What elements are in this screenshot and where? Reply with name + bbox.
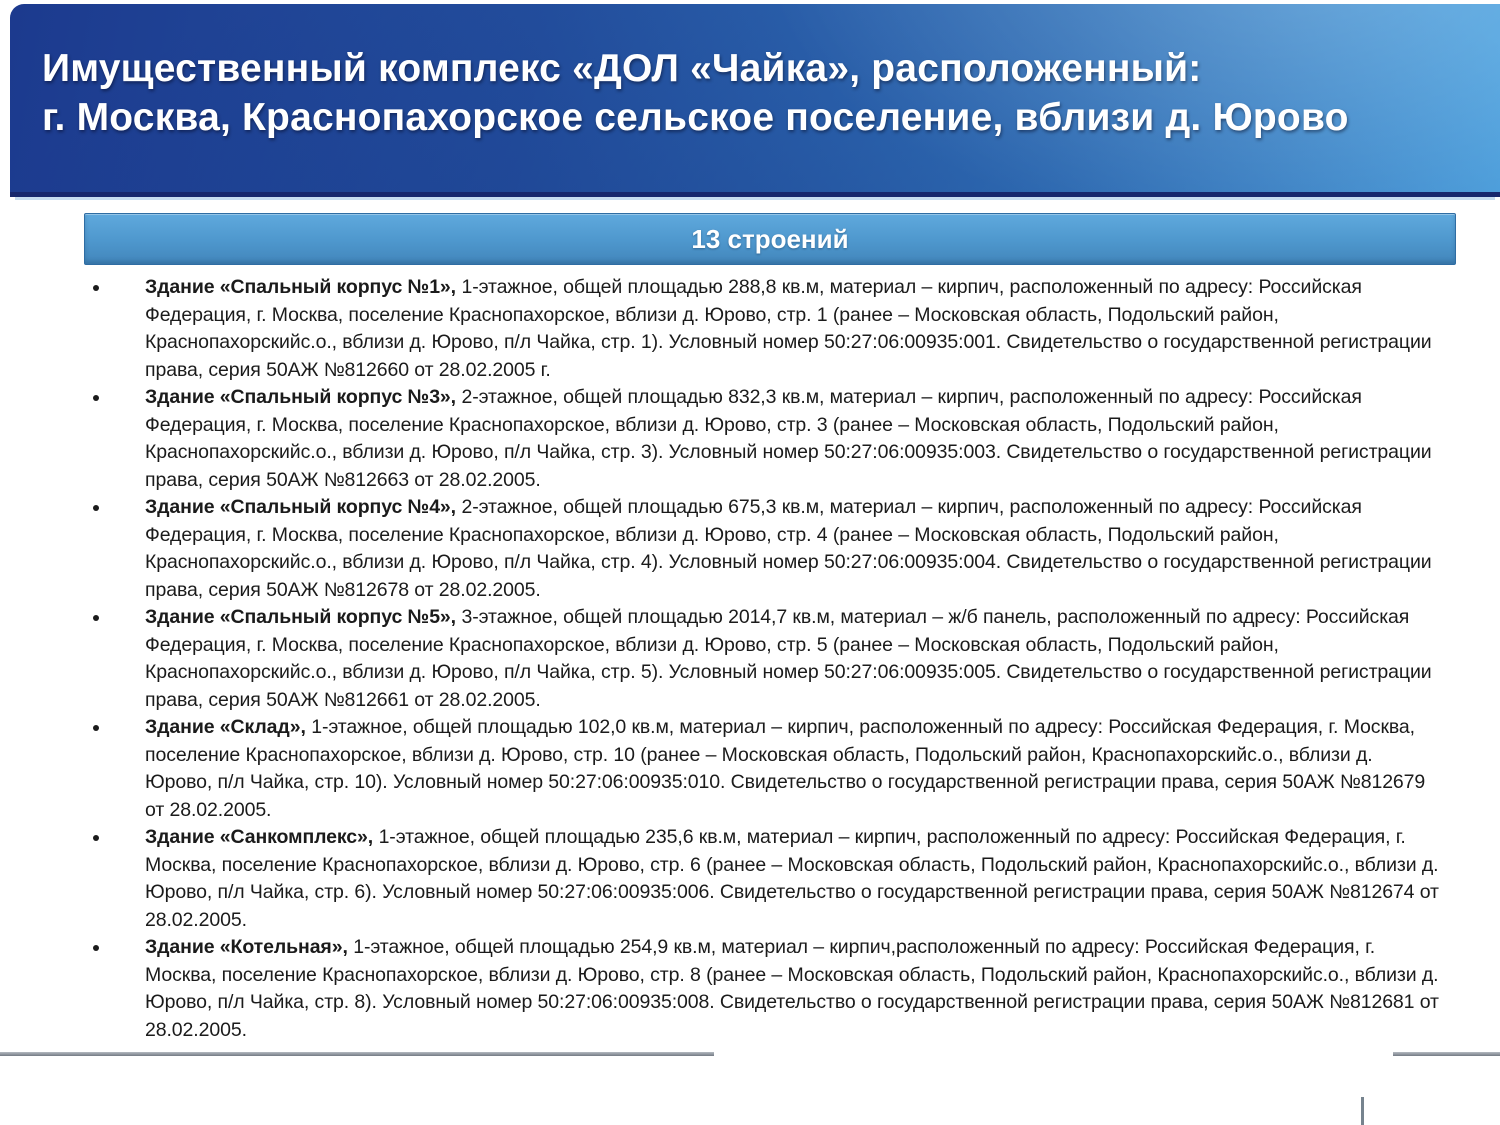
buildings-count-banner <box>84 213 1456 265</box>
page-title-line2: г. Москва, Краснопахорское сельское поселение, вблизи д. Юрово <box>42 96 1349 139</box>
building-details: 1-этажное, общей площадью 102,0 кв.м, материал – кирпич, расположенный по адресу: Российская Федерация, г. Москва, поселение Краснопахорское, вблизи д. Юрово, стр. 10 (ранее – Московская область, Подольский район, Краснопахорскийс.о., вблизи д. Юрово, п/л Чайка, стр. 10). Условный номер 50:27:06:00935:010. Свидетельство о государственной регистрации права, серия 50АЖ №812679 от 28.02.2005. <box>145 716 1426 821</box>
list-item <box>84 274 1444 384</box>
building-name: Здание «Склад», <box>145 716 306 738</box>
footer-divider-left <box>0 1052 714 1056</box>
bullet-icon <box>93 505 99 511</box>
bullet-icon <box>93 615 99 621</box>
bullet-icon <box>93 725 99 731</box>
bullet-icon <box>93 285 99 291</box>
building-details: 2-этажное, общей площадью 675,3 кв.м, материал – кирпич, расположенный по адресу: Российская Федерация, г. Москва, поселение Краснопахорское, вблизи д. Юрово, стр. 4 (ранее – Московская область, Подольский район, Краснопахорскийс.о., вблизи д. Юрово, п/л Чайка, стр. 4). Условный номер 50:27:06:00935:004. Свидетельство о государственной регистрации права, серия 50АЖ №812678 от 28.02.2005. <box>145 496 1432 601</box>
bullet-icon <box>93 945 99 951</box>
list-item <box>84 604 1444 714</box>
building-details: 1-этажное, общей площадью 235,6 кв.м, материал – кирпич, расположенный по адресу: Российская Федерация, г. Москва, поселение Краснопахорское, вблизи д. Юрово, стр. 6 (ранее – Московская область, Подольский район, Краснопахорскийс.о., вблизи д. Юрово, п/л Чайка, стр. 6). Условный номер 50:27:06:00935:006. Свидетельство о государственной регистрации права, серия 50АЖ №812674 от 28.02.2005. <box>145 826 1439 931</box>
building-name: Здание «Спальный корпус №5», <box>145 606 456 628</box>
building-name: Здание «Спальный корпус №3», <box>145 386 456 408</box>
page-title <box>42 44 1460 142</box>
bullet-icon <box>93 835 99 841</box>
footer-tick-mark <box>1361 1097 1364 1125</box>
building-details: 3-этажное, общей площадью 2014,7 кв.м, материал – ж/б панель, расположенный по адресу: Российская Федерация, г. Москва, поселение Краснопахорское, вблизи д. Юрово, стр. 5 (ранее – Московская область, Подольский район, Краснопахорскийс.о., вблизи д. Юрово, п/л Чайка, стр. 5). Условный номер 50:27:06:00935:005. Свидетельство о государственной регистрации права, серия 50АЖ №812661 от 28.02.2005. <box>145 606 1432 711</box>
building-name: Здание «Котельная», <box>145 936 348 958</box>
footer-divider-right <box>1393 1052 1500 1056</box>
building-details: 1-этажное, общей площадью 254,9 кв.м, материал – кирпич,расположенный по адресу: Российская Федерация, г. Москва, поселение Краснопахорское, вблизи д. Юрово, стр. 8 (ранее – Московская область, Подольский район, Краснопахорскийс.о., вблизи д. Юрово, п/л Чайка, стр. 8). Условный номер 50:27:06:00935:008. Свидетельство о государственной регистрации права, серия 50АЖ №812681 от 28.02.2005. <box>145 936 1439 1041</box>
list-item <box>84 494 1444 604</box>
building-name: Здание «Санкомплекс», <box>145 826 374 848</box>
title-banner <box>10 4 1500 197</box>
list-item <box>84 934 1444 1044</box>
list-item <box>84 824 1444 934</box>
bullet-icon <box>93 395 99 401</box>
list-item <box>84 714 1444 824</box>
buildings-count-label: 13 строений <box>691 223 849 254</box>
buildings-list <box>84 274 1444 1044</box>
building-details: 2-этажное, общей площадью 832,3 кв.м, материал – кирпич, расположенный по адресу: Российская Федерация, г. Москва, поселение Краснопахорское, вблизи д. Юрово, стр. 3 (ранее – Московская область, Подольский район, Краснопахорскийс.о., вблизи д. Юрово, п/л Чайка, стр. 3). Условный номер 50:27:06:00935:003. Свидетельство о государственной регистрации права, серия 50АЖ №812663 от 28.02.2005. <box>145 386 1432 491</box>
building-name: Здание «Спальный корпус №4», <box>145 496 456 518</box>
list-item <box>84 384 1444 494</box>
building-details: 1-этажное, общей площадью 288,8 кв.м, материал – кирпич, расположенный по адресу: Российская Федерация, г. Москва, поселение Краснопахорское, вблизи д. Юрово, стр. 1 (ранее – Московская область, Подольский район, Краснопахорскийс.о., вблизи д. Юрово, п/л Чайка, стр. 1). Условный номер 50:27:06:00935:001. Свидетельство о государственной регистрации права, серия 50АЖ №812660 от 28.02.2005 г. <box>145 276 1432 381</box>
building-name: Здание «Спальный корпус №1», <box>145 276 456 298</box>
page-title-line1: Имущественный комплекс «ДОЛ «Чайка», расположенный: <box>42 47 1202 90</box>
